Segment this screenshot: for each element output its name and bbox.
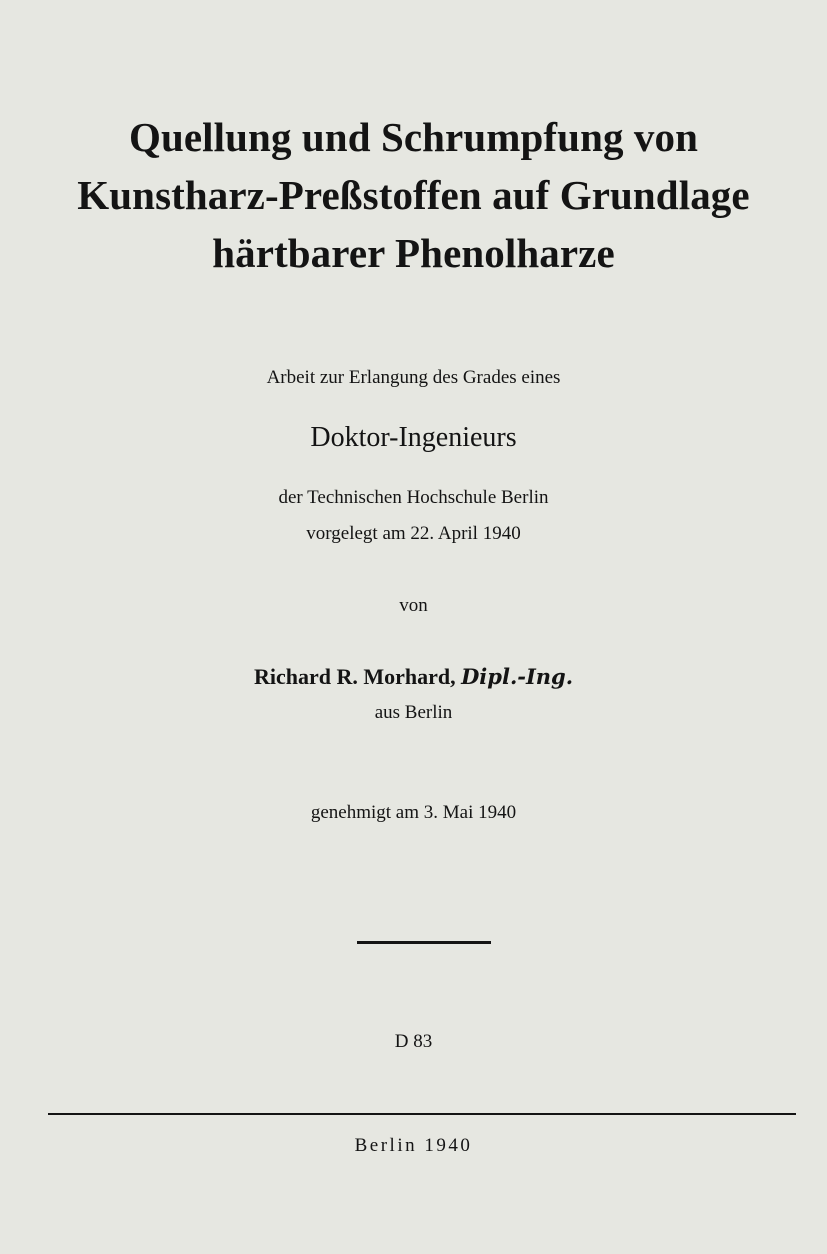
author-origin: aus Berlin bbox=[374, 702, 453, 723]
short-divider bbox=[357, 941, 491, 944]
thesis-intro: Arbeit zur Erlangung des Grades eines bbox=[266, 367, 561, 388]
title-line-2: Kunstharz-Preßstoffen auf Grundlage bbox=[77, 172, 750, 218]
book-title bbox=[0, 108, 827, 282]
institution: der Technischen Hochschule Berlin bbox=[278, 487, 549, 508]
dissertation-code: D 83 bbox=[394, 1031, 433, 1052]
approval-date: genehmigt am 3. Mai 1940 bbox=[310, 802, 517, 823]
imprint: Berlin 1940 bbox=[354, 1135, 473, 1156]
author-name: Richard R. Morhard, bbox=[253, 664, 456, 689]
author-line bbox=[0, 663, 827, 691]
degree-name: Doktor-Ingenieurs bbox=[310, 422, 517, 453]
by-label: von bbox=[399, 595, 428, 616]
submission-date: vorgelegt am 22. April 1940 bbox=[306, 523, 521, 544]
author-title-suffix: Dipl.-Ing. bbox=[461, 664, 574, 689]
title-line-1: Quellung und Schrumpfung von bbox=[128, 114, 699, 160]
long-divider bbox=[48, 1113, 796, 1115]
title-line-3: härtbarer Phenolharze bbox=[212, 230, 615, 276]
